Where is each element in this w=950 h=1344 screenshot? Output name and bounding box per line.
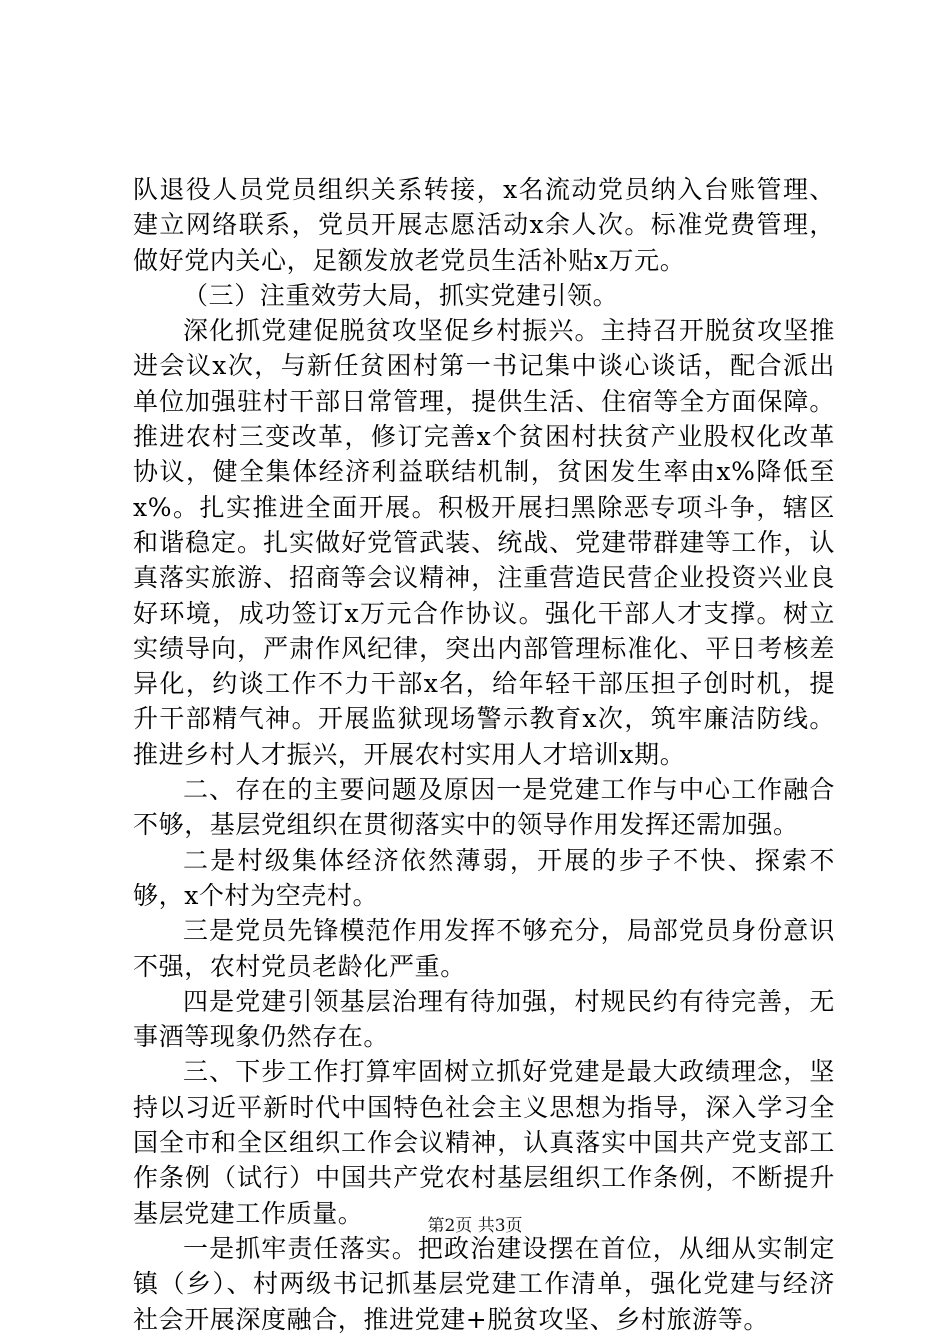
paragraph-7: 四是党建引领基层治理有待加强，村规民约有待完善，无事酒等现象仍然存在。 [133, 986, 835, 1052]
body-text [133, 172, 835, 1337]
paragraph-6: 三是党员先锋模范作用发挥不够充分，局部党员身份意识不强，农村党员老龄化严重。 [133, 916, 835, 981]
paragraph-1: 队退役人员党员组织关系转接，x名流动党员纳入台账管理、建立网络联系，党员开展志愿活动x余人次。标准党费管理，做好党内关心，足额发放老党员生活补贴x万元。 [133, 175, 835, 275]
page-number-footer: 第2页 共3页 [427, 1216, 523, 1236]
paragraph-4: 二、存在的主要问题及原因一是党建工作与中心工作融合不够，基层党组织在贯彻落实中的领导作用发挥还需加强。 [133, 775, 835, 840]
paragraph-5: 二是村级集体经济依然薄弱，开展的步子不快、探索不够，x个村为空壳村。 [133, 845, 835, 910]
paragraph-9: 一是抓牢责任落实。把政治建设摆在首位，从细从实制定镇（乡）、村两级书记抓基层党建工作清单，强化党建与经济社会开展深度融合，推进党建+脱贫攻坚、乡村旅游等。 [133, 1233, 835, 1334]
paragraph-2: （三）注重效劳大局，抓实党建引领。 [183, 280, 619, 310]
paragraph-8: 三、下步工作打算牢固树立抓好党建是最大政绩理念，坚持以习近平新时代中国特色社会主义思想为指导，深入学习全国全市和全区组织工作会议精神，认真落实中国共产党支部工作条例（试行）中国共产党农村基层组织工作条例，不断提升基层党建工作质量。 [133, 1057, 835, 1228]
paragraph-3: 深化抓党建促脱贫攻坚促乡村振兴。主持召开脱贫攻坚推进会议x次，与新任贫困村第一书记集中谈心谈话，配合派出单位加强驻村干部日常管理，提供生活、住宿等全方面保障。推进农村三变改革，修订完善x个贫困村扶贫产业股权化改革协议，健全集体经济利益联结机制，贫困发生率由x%降低至x%。扎实推进全面开展。积极开展扫黑除恶专项斗争，辖区和谐稳定。扎实做好党管武装、统战、党建带群建等工作，认真落实旅游、招商等会议精神，注重营造民营企业投资兴业良好环境，成功签订x万元合作协议。强化干部人才支撑。树立实绩导向，严肃作风纪律，突出内部管理标准化、平日考核差异化，约谈工作不力干部x名，给年轻干部压担子创时机，提升干部精气神。开展监狱现场警示教育x次，筑牢廉洁防线。推进乡村人才振兴，开展农村实用人才培训x期。 [133, 316, 835, 769]
